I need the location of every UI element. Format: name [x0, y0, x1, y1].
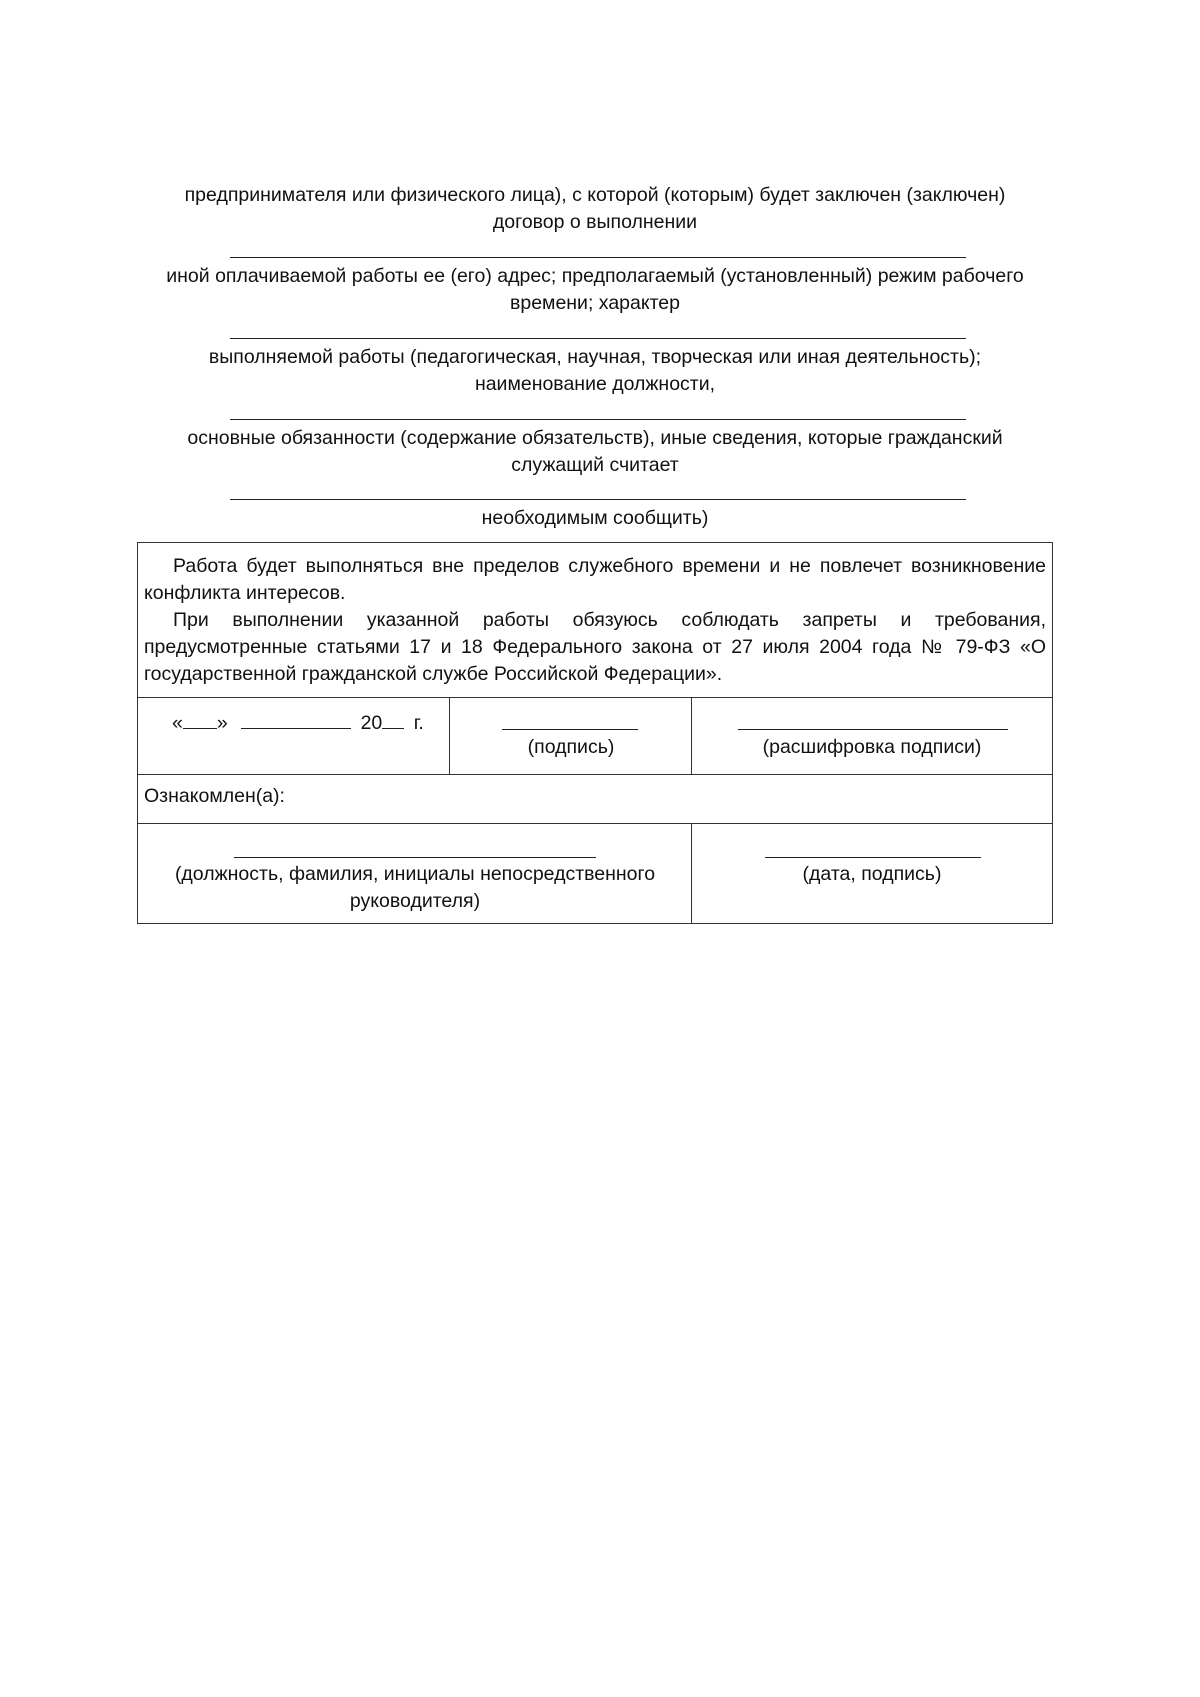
supervisor-date-line[interactable]: [765, 857, 981, 858]
declaration-form-table: [137, 542, 1053, 924]
day-blank[interactable]: [183, 710, 217, 729]
signature-caption: (подпись): [527, 736, 615, 758]
fill-line-3: [230, 419, 966, 420]
date-cell: [138, 698, 450, 774]
body-line-9: необходимым сообщить): [481, 507, 709, 529]
body-line-6: наименование должности,: [474, 373, 716, 395]
signature-cell: [450, 698, 692, 774]
body-line-5: выполняемой работы (педагогическая, научная, творческая или иная деятельность);: [208, 346, 982, 368]
date-close-quote: »: [216, 712, 228, 734]
supervisor-date-caption: (дата, подпись): [802, 863, 942, 885]
declaration-paragraph-1: Работа будет выполняться вне пределов служебного времени и не повлечет возникновение конфликта интересов.: [144, 555, 1046, 604]
acknowledged-row: [138, 775, 1052, 824]
body-line-1: предпринимателя или физического лица), с которой (которым) будет заключен (заключен): [184, 184, 1006, 206]
signature-row: [138, 698, 1052, 775]
body-line-4: времени; характер: [509, 292, 680, 314]
supervisor-position-caption-2: руководителя): [349, 890, 481, 912]
supervisor-date-cell: [692, 824, 1052, 923]
signature-line[interactable]: [502, 729, 638, 730]
date-open-quote: «: [172, 712, 183, 734]
year-prefix: 20: [360, 712, 383, 734]
decode-line[interactable]: [738, 729, 1008, 730]
fill-line-4: [230, 499, 966, 500]
supervisor-position-cell: [138, 824, 692, 923]
body-line-7: основные обязанности (содержание обязательств), иные сведения, которые гражданский: [187, 427, 1003, 449]
body-line-3: иной оплачиваемой работы ее (его) адрес; предполагаемый (установленный) режим рабочего: [166, 265, 1024, 287]
declaration-paragraph-2: При выполнении указанной работы обязуюсь соблюдать запреты и требования, предусмотренные статьями 17 и 18 Федерального закона от 27 июля 2004 года № 79-ФЗ «О государственной гражданской службе Российской Федерации».: [144, 609, 1046, 685]
body-line-8: служащий считает: [511, 454, 679, 476]
acknowledged-label: Ознакомлен(а):: [144, 785, 285, 807]
date-field[interactable]: [172, 710, 424, 735]
declaration-cell: [138, 543, 1052, 698]
body-line-2: договор о выполнении: [492, 211, 698, 233]
year-suffix: г.: [413, 712, 424, 734]
decode-caption: (расшифровка подписи): [762, 736, 982, 758]
supervisor-position-caption-1: (должность, фамилия, инициалы непосредственного: [174, 863, 656, 885]
supervisor-row: [138, 824, 1052, 923]
fill-line-2: [230, 338, 966, 339]
fill-line-1: [230, 257, 966, 258]
year-blank[interactable]: [382, 710, 404, 729]
decode-cell: [692, 698, 1052, 774]
month-blank[interactable]: [241, 710, 351, 729]
supervisor-position-line[interactable]: [234, 857, 596, 858]
